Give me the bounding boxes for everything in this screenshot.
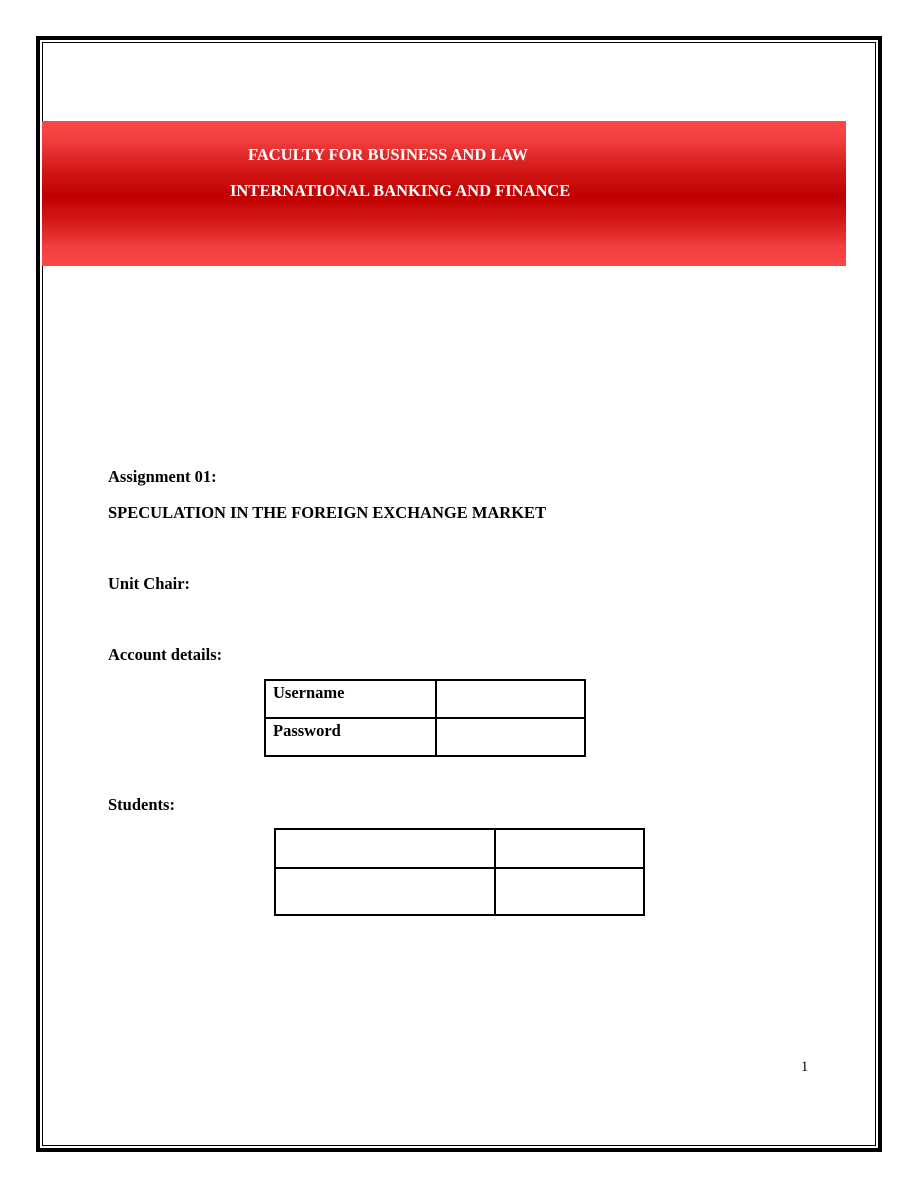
program-title: INTERNATIONAL BANKING AND FINANCE [230,181,571,200]
student-name-cell [275,868,495,915]
student-name-cell [275,829,495,868]
table-row [275,829,644,868]
students-table [274,828,645,916]
page-number: 1 [801,1059,809,1075]
assignment-title: SPECULATION IN THE FOREIGN EXCHANGE MARKET [108,503,547,522]
table-row [265,680,585,718]
account-details-table [264,679,586,757]
table-row [275,868,644,915]
password-value [436,718,585,756]
student-id-cell [495,829,644,868]
students-label: Students: [108,795,175,814]
account-details-label: Account details: [108,645,223,664]
student-id-cell [495,868,644,915]
faculty-title: FACULTY FOR BUSINESS AND LAW [248,145,528,164]
table-row [265,718,585,756]
password-label: Password [265,718,436,756]
assignment-label: Assignment 01: [108,467,217,486]
username-label: Username [265,680,436,718]
username-value [436,680,585,718]
unit-chair-label: Unit Chair: [108,574,191,593]
